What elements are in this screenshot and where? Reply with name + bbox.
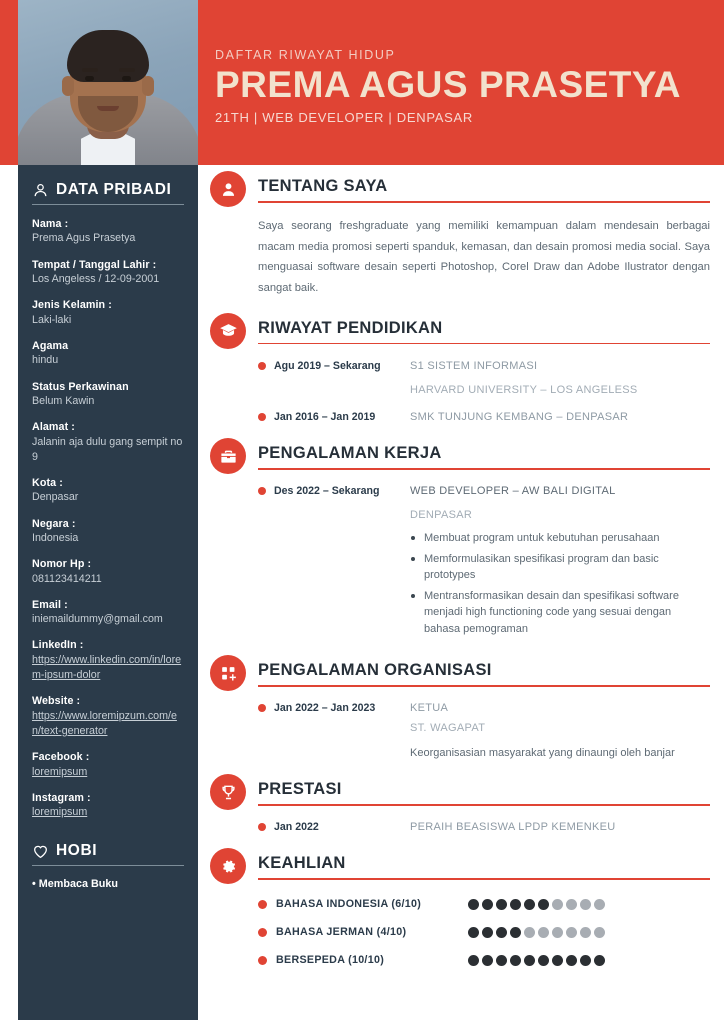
entry-title: SMK TUNJUNG KEMBANG – DENPASAR — [410, 410, 629, 423]
header-subline: 21TH | WEB DEVELOPER | DENPASAR — [215, 109, 473, 125]
field-value: Indonesia — [32, 532, 79, 544]
organization-entry — [258, 700, 710, 762]
bullet-dot-icon — [258, 900, 267, 909]
field-website — [32, 694, 184, 739]
rating-dot-filled — [594, 955, 605, 966]
section-title: PENGALAMAN KERJA — [258, 444, 442, 463]
rating-dot-empty — [566, 899, 577, 910]
field-label: Nama : — [32, 218, 69, 230]
field-label: Alamat : — [32, 421, 75, 434]
field-value: hindu — [32, 354, 59, 367]
field-label: Kota : — [32, 476, 63, 489]
rating-dot-filled — [468, 955, 479, 966]
rating-dot-filled — [496, 927, 507, 938]
bullet-dot-icon — [258, 956, 267, 965]
field-nama — [32, 217, 184, 247]
rating-dot-filled — [538, 899, 549, 910]
section-about — [210, 175, 710, 299]
section-rule — [258, 685, 710, 687]
section-education — [210, 317, 710, 426]
bullet-dot-icon — [258, 487, 266, 495]
field-status-perkawinan — [32, 380, 184, 410]
skill-label: BERSEPEDA (10/10) — [276, 954, 385, 967]
skill-rating-dots — [468, 927, 605, 938]
bullet-dot-icon — [258, 823, 266, 831]
skill-row — [258, 926, 710, 938]
trophy-icon — [210, 774, 246, 810]
graduation-cap-icon — [210, 313, 246, 349]
section-work — [210, 442, 710, 641]
field-value: Prema Agus Prasetya — [32, 232, 136, 245]
work-bullet-list — [410, 530, 710, 637]
list-item: Memformulasikan spesifikasi program dan basic prototypes — [410, 551, 710, 584]
rating-dot-filled — [524, 899, 535, 910]
field-linkedin — [32, 638, 184, 683]
field-tempat-tanggal-lahir — [32, 258, 184, 288]
main-content — [210, 175, 710, 982]
entry-note: Keorganisasian masyarakat yang dinaungi oleh banjar — [410, 747, 675, 760]
rating-dot-filled — [482, 955, 493, 966]
header-text — [215, 48, 715, 125]
work-entry — [258, 483, 710, 641]
rating-dot-filled — [580, 955, 591, 966]
skill-rating-dots — [468, 899, 605, 910]
grid-plus-icon — [210, 655, 246, 691]
field-label: Website : — [32, 695, 81, 708]
bullet-dot-icon — [258, 704, 266, 712]
field-agama — [32, 339, 184, 369]
entry-date: Des 2022 – Sekarang — [274, 485, 380, 498]
rating-dot-filled — [482, 927, 493, 938]
field-value: iniemaildummy@gmail.com — [32, 613, 163, 626]
field-facebook — [32, 750, 184, 780]
field-value: Belum Kawin — [32, 394, 95, 407]
person-circle-icon — [210, 171, 246, 207]
achievement-entry — [258, 819, 710, 836]
rating-dot-filled — [482, 899, 493, 910]
rating-dot-empty — [594, 899, 605, 910]
section-skills — [210, 852, 710, 966]
section-rule — [258, 804, 710, 806]
field-label: Agama — [32, 339, 69, 352]
entry-sub: HARVARD UNIVERSITY – LOS ANGELESS — [410, 383, 638, 396]
list-item: • Membaca Buku — [32, 878, 118, 891]
field-negara — [32, 517, 184, 547]
field-kota — [32, 476, 184, 506]
rating-dot-empty — [552, 899, 563, 910]
field-email — [32, 598, 184, 628]
skill-rating-dots — [468, 955, 605, 966]
sidebar — [18, 165, 198, 1020]
rating-dot-filled — [496, 955, 507, 966]
heart-icon — [32, 843, 49, 860]
field-value: Jalanin aja dulu gang sempit no 9 — [32, 435, 183, 463]
section-achievement — [210, 778, 710, 836]
rating-dot-filled — [538, 955, 549, 966]
field-nomor-hp — [32, 557, 184, 587]
entry-date: Jan 2016 – Jan 2019 — [274, 410, 376, 423]
field-label: Negara : — [32, 517, 76, 530]
field-label: Nomor Hp : — [32, 558, 92, 571]
rating-dot-filled — [510, 955, 521, 966]
field-label: Tempat / Tanggal Lahir : — [32, 258, 157, 271]
skill-label: BAHASA INDONESIA (6/10) — [276, 898, 422, 911]
rating-dot-filled — [524, 955, 535, 966]
field-value: Laki-laki — [32, 313, 72, 326]
sidebar-hobby-heading — [32, 842, 184, 866]
section-title: PRESTASI — [258, 780, 342, 799]
rating-dot-filled — [510, 927, 521, 938]
bullet-dot-icon — [258, 928, 267, 937]
sidebar-fields — [32, 217, 184, 820]
section-rule — [258, 468, 710, 470]
briefcase-icon — [210, 438, 246, 474]
field-label: Facebook : — [32, 751, 90, 764]
rating-dot-filled — [510, 899, 521, 910]
rating-dot-filled — [496, 899, 507, 910]
section-rule — [258, 343, 710, 345]
rating-dot-empty — [538, 927, 549, 938]
field-value: Denpasar — [32, 491, 79, 504]
rating-dot-empty — [552, 927, 563, 938]
section-rule — [258, 878, 710, 880]
rating-dot-filled — [468, 899, 479, 910]
page-title: PREMA AGUS PRASETYA — [215, 64, 681, 105]
entry-sub: ST. WAGAPAT — [410, 722, 486, 735]
field-label: Status Perkawinan — [32, 380, 129, 393]
field-label: Jenis Kelamin : — [32, 299, 112, 312]
entry-title: S1 SISTEM INFORMASI — [410, 359, 538, 372]
website-link[interactable]: https://www.loremipzum.com/en/text-generator — [32, 709, 177, 737]
section-title: KEAHLIAN — [258, 854, 346, 873]
rating-dot-filled — [468, 927, 479, 938]
rating-dot-empty — [566, 927, 577, 938]
education-entry — [258, 409, 710, 426]
about-text: Saya seorang freshgraduate yang memiliki kemampuan dalam mendesain berbagai macam media promosi seperti spanduk, kemasan, dan desain promosi media social. Saya menguasai software desain seperti Photoshop, Corel Draw dan Adobe Ilustrator dengan sangat baik. — [258, 220, 710, 295]
list-item: Membuat program untuk kebutuhan perusahaan — [410, 530, 710, 547]
rating-dot-empty — [580, 899, 591, 910]
linkedin-link[interactable]: https://www.linkedin.com/in/lorem-ipsum-dolor — [32, 653, 182, 682]
sidebar-hobby-title: HOBI — [56, 842, 98, 860]
section-title: PENGALAMAN ORGANISASI — [258, 661, 492, 680]
skill-row — [258, 954, 710, 966]
field-jenis-kelamin — [32, 298, 184, 328]
entry-title: PERAIH BEASISWA LPDP KEMENKEU — [410, 821, 616, 834]
entry-sub: DENPASAR — [410, 509, 473, 522]
section-title: TENTANG SAYA — [258, 177, 388, 195]
skill-label: BAHASA JERMAN (4/10) — [276, 926, 407, 939]
rating-dot-empty — [524, 927, 535, 938]
section-organization — [210, 659, 710, 762]
sidebar-personal-title: DATA PRIBADI — [56, 181, 172, 198]
rating-dot-filled — [566, 955, 577, 966]
skill-row — [258, 898, 710, 910]
rating-dot-filled — [552, 955, 563, 966]
field-label: Instagram : — [32, 791, 91, 804]
field-label: LinkedIn : — [32, 639, 84, 652]
rating-dot-empty — [580, 927, 591, 938]
section-rule — [258, 201, 710, 203]
bullet-dot-icon — [258, 413, 266, 421]
bullet-dot-icon — [258, 362, 266, 370]
field-label: Email : — [32, 598, 68, 611]
education-entry — [258, 358, 710, 399]
list-item: Mentransformasikan desain dan spesifikasi software menjadi high functioning code yang sesuai dengan bahasa pemograman — [410, 588, 710, 638]
entry-date: Jan 2022 – Jan 2023 — [274, 702, 376, 715]
section-title: RIWAYAT PENDIDIKAN — [258, 318, 443, 337]
field-value: 081123414211 — [32, 572, 102, 585]
entry-date: Agu 2019 – Sekarang — [274, 359, 381, 372]
field-value: Los Angeless / 12-09-2001 — [32, 273, 160, 286]
gear-icon — [210, 848, 246, 884]
person-icon — [32, 182, 49, 199]
entry-title: KETUA — [410, 702, 449, 715]
sidebar-personal-heading — [32, 181, 184, 205]
profile-photo — [18, 0, 198, 165]
entry-date: Jan 2022 — [274, 821, 319, 834]
entry-title: WEB DEVELOPER – AW BALI DIGITAL — [410, 485, 616, 498]
field-alamat — [32, 420, 184, 465]
rating-dot-empty — [594, 927, 605, 938]
facebook-link[interactable]: loremipsum — [32, 765, 88, 778]
header-kicker: DAFTAR RIWAYAT HIDUP — [215, 48, 396, 62]
instagram-link[interactable]: loremipsum — [32, 806, 88, 819]
field-instagram — [32, 791, 184, 821]
